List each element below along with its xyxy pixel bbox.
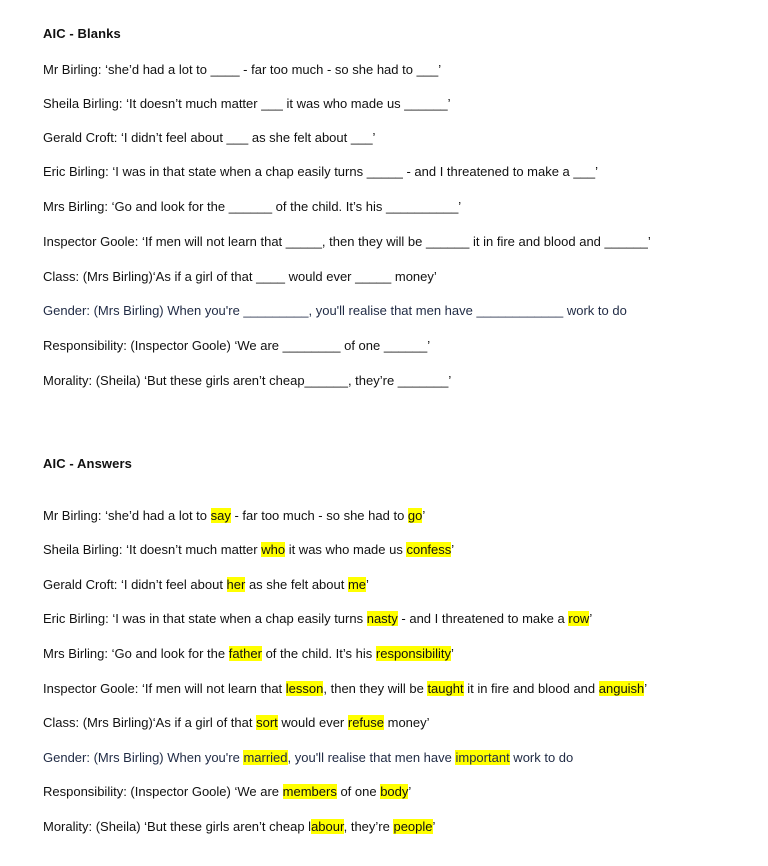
answer-highlight: married: [243, 750, 288, 765]
answer-highlight: people: [393, 819, 433, 834]
blank-line: Eric Birling: ‘I was in that state when a chap easily turns _____ - and I threatened to make a ___’: [43, 164, 598, 179]
answer-highlight: confess: [406, 542, 452, 557]
answer-text: ’: [422, 508, 426, 523]
answer-text: Gerald Croft: ‘I didn’t feel about: [43, 577, 227, 592]
blank-line: Inspector Goole: ‘If men will not learn that _____, then they will be ______ it in fire and blood and ______’: [43, 234, 651, 249]
answer-line: [43, 576, 369, 594]
answer-text: of the child. It’s his: [261, 646, 376, 661]
answer-line: [43, 507, 425, 525]
blank-line: Morality: (Sheila) ‘But these girls aren’t cheap______, they’re _______’: [43, 373, 452, 388]
blank-line: Class: (Mrs Birling)‘As if a girl of that ____ would ever _____ money’: [43, 269, 437, 284]
blank-line: Gerald Croft: ‘I didn’t feel about ___ as she felt about ___’: [43, 130, 376, 145]
answer-text: ’: [366, 577, 369, 592]
answer-highlight: responsibility: [375, 646, 452, 661]
answer-text: ’: [644, 681, 648, 696]
answer-line: [43, 818, 435, 836]
answer-text: ’: [451, 646, 454, 661]
answer-text: it was who made us: [285, 542, 407, 557]
answer-highlight: sort: [256, 715, 278, 730]
answer-highlight: me: [347, 577, 367, 592]
answer-text: Class: (Mrs Birling)‘As if a girl of that: [43, 715, 257, 730]
answer-text: ’: [451, 542, 455, 557]
blanks-heading: AIC - Blanks: [43, 26, 121, 41]
answer-text: money’: [384, 715, 430, 730]
answer-text: ’: [432, 819, 436, 834]
answer-text: of one: [336, 784, 381, 799]
answer-highlight: abour: [311, 819, 344, 834]
answer-text: Morality: (Sheila) ‘But these girls aren’t cheap l: [43, 819, 312, 834]
blank-line: Responsibility: (Inspector Goole) ‘We are ________ of one ______’: [43, 338, 431, 353]
answer-text: as she felt about: [245, 577, 348, 592]
answer-highlight: nasty: [366, 611, 398, 626]
answer-highlight: who: [261, 542, 286, 557]
answer-line: [43, 610, 592, 628]
answer-highlight: body: [380, 784, 409, 799]
answer-text: - and I threatened to make a: [397, 611, 569, 626]
answer-highlight: go: [407, 508, 423, 523]
answer-highlight: taught: [427, 681, 464, 696]
answer-text: Responsibility: (Inspector Goole) ‘We are: [43, 784, 283, 799]
answer-text: would ever: [277, 715, 348, 730]
answer-line: [43, 783, 411, 801]
answer-highlight: important: [455, 750, 510, 765]
answer-text: Eric Birling: ‘I was in that state when a chap easily turns: [43, 611, 367, 626]
answer-highlight: her: [226, 577, 246, 592]
answer-text: it in fire and blood and: [463, 681, 599, 696]
answer-text: Inspector Goole: ‘If men will not learn that: [43, 681, 286, 696]
answer-text: ’: [408, 784, 412, 799]
answer-highlight: lesson: [285, 681, 324, 696]
answer-highlight: members: [282, 784, 337, 799]
answer-text: , then they will be: [323, 681, 428, 696]
answer-text: ’: [589, 611, 593, 626]
answer-line: [43, 749, 573, 767]
blank-line: Gender: (Mrs Birling) When you're _________, you'll realise that men have ____________ work to do: [43, 303, 627, 318]
answer-text: , you'll realise that men have: [287, 750, 456, 765]
answer-line: [43, 541, 454, 559]
answer-text: work to do: [509, 750, 574, 765]
blank-line: Sheila Birling: ‘It doesn’t much matter ___ it was who made us ______’: [43, 96, 451, 111]
answer-text: Mrs Birling: ‘Go and look for the: [43, 646, 229, 661]
answer-highlight: row: [568, 611, 590, 626]
answers-heading: AIC - Answers: [43, 456, 132, 471]
answer-highlight: anguish: [598, 681, 645, 696]
blank-line: Mr Birling: ‘she’d had a lot to ____ - far too much - so she had to ___’: [43, 62, 442, 77]
answer-text: Sheila Birling: ‘It doesn’t much matter: [43, 542, 262, 557]
answer-text: - far too much - so she had to: [230, 508, 408, 523]
answer-highlight: say: [210, 508, 231, 523]
answer-line: [43, 714, 430, 732]
answer-highlight: father: [228, 646, 262, 661]
answer-line: [43, 680, 647, 698]
blank-line: Mrs Birling: ‘Go and look for the ______ of the child. It’s his __________’: [43, 199, 462, 214]
answer-highlight: refuse: [347, 715, 385, 730]
answer-text: Mr Birling: ‘she’d had a lot to: [43, 508, 211, 523]
answer-text: Gender: (Mrs Birling) When you're: [43, 750, 244, 765]
answer-line: [43, 645, 454, 663]
answer-text: , they’re: [343, 819, 394, 834]
